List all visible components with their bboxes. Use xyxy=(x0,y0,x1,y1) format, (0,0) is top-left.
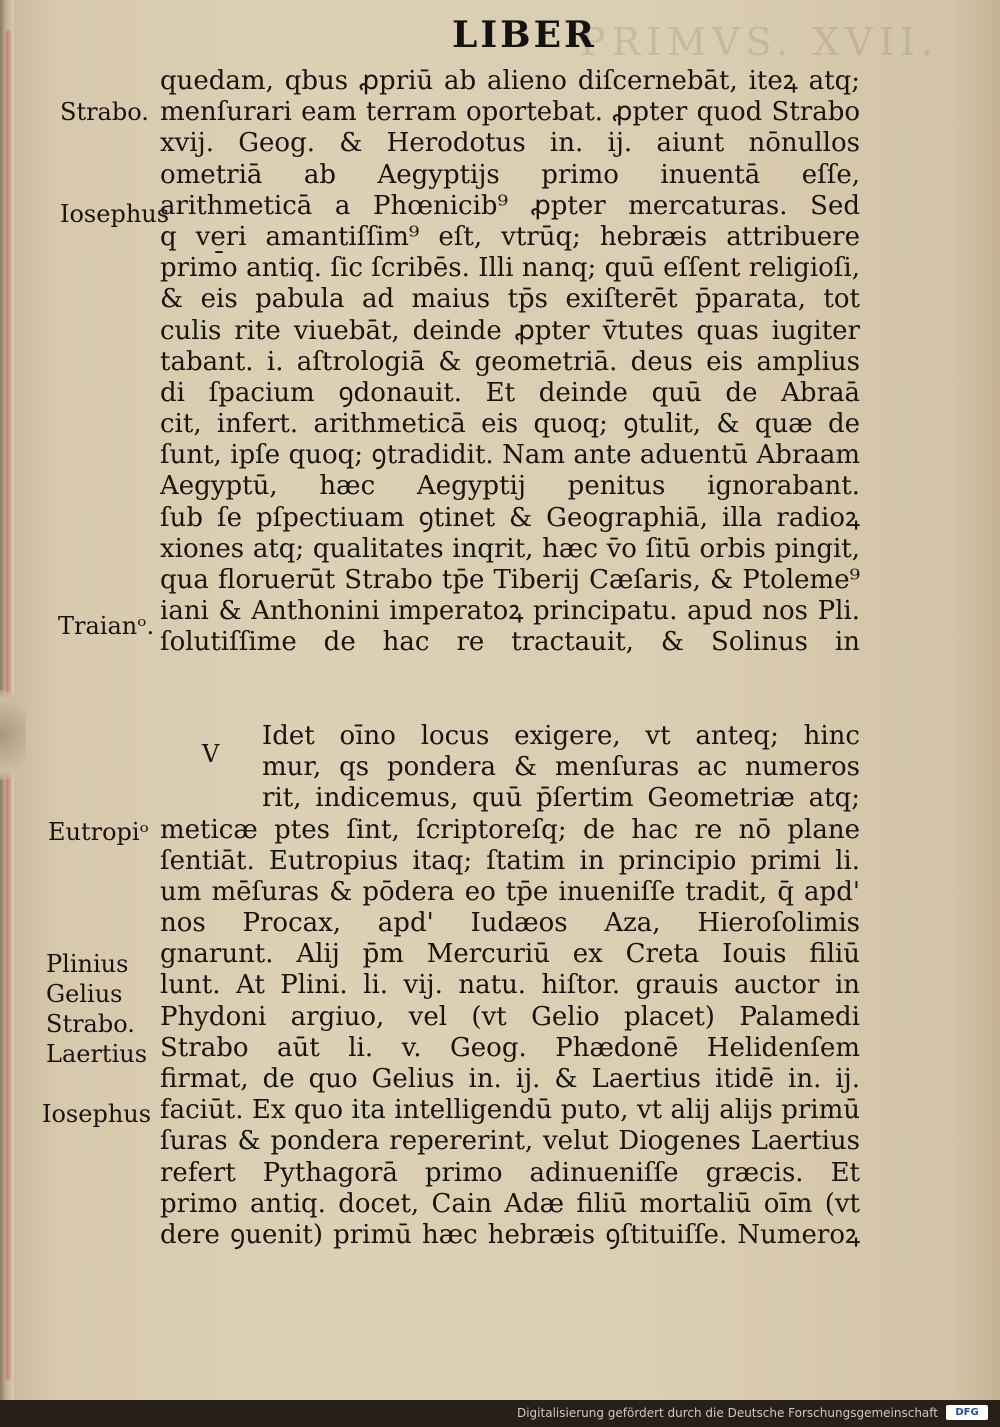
marginal-note-traianus: Traianᵒ. xyxy=(58,612,155,640)
text-line xyxy=(160,783,860,814)
text-line: meticæ ptes ſint, ſcriptoreſq; de hac re nō plane xyxy=(160,814,860,845)
text-line: refert Pythagorā primo adinueniſſe græcis. Et xyxy=(160,1157,860,1188)
marginal-note-laertius: Laertius xyxy=(46,1040,148,1068)
marginal-note-eutropius: Eutropiᵒ xyxy=(48,818,149,846)
text-line: Strabo aūt li. v. Geog. Phædonē Helidenſem xyxy=(160,1032,860,1063)
text-line: lunt. At Plini. li. vij. natu. hiſtor. grauis auctor in xyxy=(160,970,860,1001)
marginal-note-strabo: Strabo. xyxy=(60,98,149,126)
marginal-note-plinius: Plinius xyxy=(46,950,129,978)
text-line: um mēſuras & pōdera eo tp̄e inueniſſe tradit, q̄ apd' xyxy=(160,876,860,907)
funding-credit: Digitalisierung gefördert durch die Deutsche Forschungsgemeinschaft xyxy=(516,1406,938,1420)
text-line-inner: Idet̄ oīno locus exigere, vt anteq; hinc xyxy=(262,720,860,751)
marginal-note-gelius: Gelius xyxy=(46,980,123,1008)
text-line: tabant̄. i. aſtrologiā & geometriā. deus eis amplius xyxy=(160,346,860,377)
text-line: quedam, qbus ꝓpriū ab alieno diſcernebāt, iteꝝ atq; xyxy=(160,66,860,96)
text-line xyxy=(160,752,860,783)
text-line-inner: mur, qs pondera & menſuras ac numeros xyxy=(262,752,860,783)
text-line: iani & Anthonini imperatoꝝ principatu. apud nos Pli. xyxy=(160,596,860,627)
main-text-block xyxy=(160,66,860,1251)
text-line: ſolutiſſime de hac re tractauit, & Solinus in xyxy=(160,627,860,658)
text-line-inner: rit, indicemus, quū p̄ſertim Geometriæ atq; xyxy=(262,783,860,814)
text-line: arithmeticā a Phœnicib⁹ ꝓpter mercaturas. Sed xyxy=(160,190,860,221)
text-line: nos Procax, apd' Iudæos Aza, Hieroſolimis xyxy=(160,908,860,939)
text-line: menſurari eam terram oportebat. ꝓpter quod Strabo xyxy=(160,97,860,128)
chapter-heading-line-1 xyxy=(160,659,860,690)
text-line: & eis pabula ad maius tp̄s exiſterēt p̄parata, tot xyxy=(160,284,860,315)
text-line: qua floruerūt Strabo tp̄e Tiberij Cæſaris, & Ptoleme⁹ xyxy=(160,565,860,595)
bleed-through-text: PRIMVS. XVII. xyxy=(580,20,939,64)
text-line: culis rite viuebāt, deinde ꝓpter v̄tutes quas iugiter xyxy=(160,315,860,346)
text-line: primo antiq. ſic ſcribēs. Illi nanq; quū eſſent religioſi, xyxy=(160,253,860,284)
dfg-logo: DFG xyxy=(946,1405,988,1420)
text-line: ſentiāt. Eutropius itaq; ſtatim in principio primi li. xyxy=(160,845,860,876)
text-line: di ſpacium ꝯdonauit. Et deinde quū de Abraā xyxy=(160,377,860,408)
text-line: ſunt, ipſe quoq; ꝯtradidit. Nam ante aduentū Abraam xyxy=(160,440,860,471)
binding-thread-bump xyxy=(0,690,26,780)
text-line: Phydoni argiuo, vel (vt Gelio placet) Palamedi xyxy=(160,1001,860,1032)
text-line: q veri amantiſſim⁹ eſt, vtrūq; hebræis attribuere xyxy=(160,221,860,252)
marginal-note-iosephus: Iosephus xyxy=(60,200,170,228)
marginal-note-strabo-2: Strabo. xyxy=(46,1010,135,1038)
chapter-heading-line-2 xyxy=(160,690,860,721)
text-line: xvij. Geog. & Herodotus in. ij. aiunt nōnullos xyxy=(160,128,860,159)
text-line xyxy=(160,721,860,752)
drop-initial-guide-letter: V xyxy=(202,740,220,768)
text-line: dere ꝯuenit) primū hæc hebræis ꝯſtituiſſe. Numeroꝝ xyxy=(160,1219,860,1250)
text-line: ometriā ab Aegyptijs primo inuentā eſſe, xyxy=(160,159,860,190)
digitization-footer xyxy=(0,1400,1000,1427)
running-head: LIBER xyxy=(452,14,597,56)
text-line: cit, infert. arithmeticā eis quoq; ꝯtulit, & quæ de xyxy=(160,409,860,440)
text-line: Aegyptū, hæc Aegyptij penitus ignorabant. xyxy=(160,471,860,502)
text-line: ſub ſe pſpectiuam ꝯtinet & Geographiā, illa radioꝝ xyxy=(160,502,860,533)
text-line: ſuras & pondera repererint, velut Diogenes Laertius xyxy=(160,1126,860,1157)
text-line: xiones atq; qualitates inqrit, hæc v̄o ſitū orbis pingit, xyxy=(160,533,860,564)
text-line: primo antiq. docet, Cain Adæ filiū mortaliū oīm (vt xyxy=(160,1188,860,1219)
marginal-note-iosephus-2: Iosephus xyxy=(42,1100,152,1128)
text-line: gnarunt. Alij p̄m Mercuriū ex Creta Iouis filiū xyxy=(160,939,860,970)
text-line: faciūt. Ex quo ita intelligendū puto, vt alij alijs primū xyxy=(160,1095,860,1126)
text-line: firmat, de quo Gelius in. ij. & Laertius itidē in. ij. xyxy=(160,1064,860,1094)
